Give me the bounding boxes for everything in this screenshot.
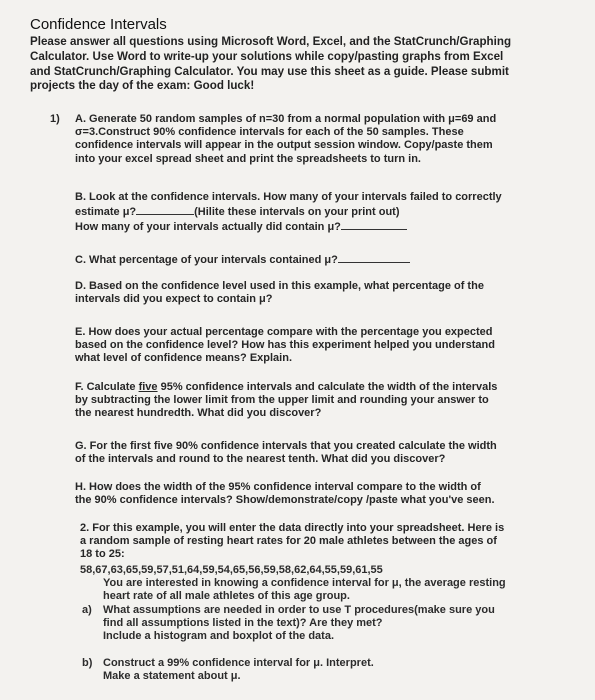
question-2a-line: Include a histogram and boxplot of the data. (103, 630, 335, 643)
question-1g-line: of the intervals and round to the nearest tenth. What did you discover? (75, 453, 446, 466)
question-1f-text: F. Calculate (75, 381, 139, 393)
instructions-line: projects the day of the exam: Good luck! (30, 79, 255, 93)
question-1-number: 1) (50, 113, 60, 125)
question-1b-line (75, 204, 565, 219)
question-2-line: a random sample of resting heart rates for 20 male athletes between the ages of (80, 535, 497, 548)
instructions-line: Please answer all questions using Microsoft Word, Excel, and the StatCrunch/Graphing (30, 35, 512, 48)
question-1c-text: C. What percentage of your intervals contained μ? (75, 254, 338, 266)
question-2b-line: Make a statement about μ. (103, 670, 241, 683)
question-2-intro (80, 522, 570, 562)
question-1d-line: D. Based on the confidence level used in this example, what percentage of the (75, 280, 484, 292)
question-2b (103, 657, 563, 683)
question-1g-line: G. For the first five 90% confidence intervals that you created calculate the width (75, 440, 497, 452)
instructions (30, 35, 570, 94)
question-1h-line: the 90% confidence intervals? Show/demonstrate/copy /paste what you've seen. (75, 494, 495, 507)
question-2a (103, 604, 563, 644)
question-1e-line: E. How does your actual percentage compare with the percentage you expected (75, 326, 493, 338)
question-2a-line: What assumptions are needed in order to use T procedures(make sure you (103, 604, 495, 616)
question-1f-text: 95% confidence intervals and calculate the width of the intervals (157, 381, 498, 393)
question-1e-line: what level of confidence means? Explain. (75, 352, 293, 365)
page-title: Confidence Intervals (30, 16, 167, 33)
question-2-interest-line: You are interested in knowing a confidence interval for μ, the average resting (103, 577, 506, 589)
question-1a-line: σ=3.Construct 90% confidence intervals for each of the 50 samples. These (75, 126, 464, 139)
question-1b (75, 191, 565, 235)
question-1h (75, 481, 565, 507)
question-2-interest (103, 577, 563, 603)
question-1f-line (75, 381, 565, 394)
question-1e-line: based on the confidence level? How has this experiment helped you understand (75, 339, 495, 352)
question-1d (75, 280, 565, 306)
question-1a-line: into your excel spread sheet and print the spreadsheets to turn in. (75, 152, 421, 165)
question-1b-line: B. Look at the confidence intervals. How many of your intervals failed to correctly (75, 191, 502, 203)
question-2b-label: b) (82, 657, 93, 669)
question-1a-line: confidence intervals will appear in the output session window. Copy/paste them (75, 139, 493, 152)
question-2-line: 2. For this example, you will enter the data directly into your spreadsheet. Here is (80, 522, 505, 534)
question-1f-line: the nearest hundredth. What did you discover? (75, 407, 322, 420)
question-1h-line: H. How does the width of the 95% confidence interval compare to the width of (75, 481, 481, 493)
question-1d-line: intervals did you expect to contain μ? (75, 293, 273, 306)
question-1c (75, 252, 565, 267)
question-2a-label: a) (82, 604, 92, 616)
question-1e (75, 326, 565, 366)
question-1b-text: estimate μ? (75, 206, 137, 219)
question-1g (75, 440, 565, 466)
instructions-line: and StatCrunch/Graphing Calculator. You may use this sheet as a guide. Please submit (30, 64, 509, 78)
answer-blank[interactable] (338, 252, 410, 263)
question-2a-line: find all assumptions listed in the text)? Are they met? (103, 617, 383, 630)
question-1f (75, 381, 565, 421)
question-1a (75, 113, 565, 166)
instructions-line: Calculator. Use Word to write-up your solutions while copy/pasting graphs from Excel (30, 49, 504, 63)
answer-blank[interactable] (341, 219, 407, 230)
question-2b-line: Construct a 99% confidence interval for μ. Interpret. (103, 657, 374, 669)
question-1b-text: How many of your intervals actually did contain μ? (75, 221, 341, 234)
question-1f-line: by subtracting the lower limit from the upper limit and rounding your answer to (75, 394, 489, 407)
question-2-interest-line: heart rate of all male athletes of this age group. (103, 590, 350, 603)
question-1a-line: A. Generate 50 random samples of n=30 from a normal population with μ=69 and (75, 113, 497, 125)
question-1b-text: (Hilite these intervals on your print out) (194, 206, 400, 219)
question-2-line: 18 to 25: (80, 548, 125, 561)
heart-rate-data: 58,67,63,65,59,57,51,64,59,54,65,56,59,58,62,64,55,59,61,55 (80, 564, 383, 576)
answer-blank[interactable] (136, 204, 194, 215)
question-1f-emphasis: five (138, 381, 158, 393)
question-1b-line (75, 219, 565, 234)
